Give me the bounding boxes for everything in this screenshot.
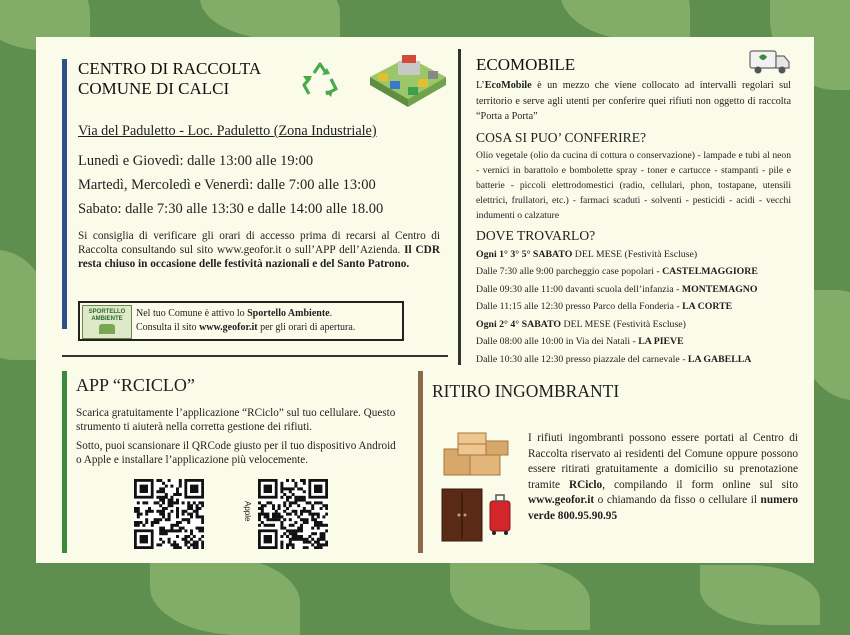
schedule-time: Dalle 09:30 alle 11:00 davanti scuola dell’infanzia - <box>476 283 682 295</box>
schedule-row <box>476 351 791 369</box>
ritiro-text-part: o chiamando da fisso o cellulare il <box>594 494 761 507</box>
ritiro-title: RITIRO INGOMBRANTI <box>432 381 620 401</box>
cdr-advice <box>78 229 440 271</box>
hours-days: Martedì, Mercoledì e Venerdì: <box>78 177 254 193</box>
cdr-advice-text: Si consiglia di verificare gli orari di accesso prima di recarsi al Centro di Raccolta consultando sul sito www.geofor.it o sull’APP dell’Azienda. <box>78 230 440 256</box>
sportello-badge-line2: AMBIENTE <box>91 316 123 322</box>
schedule-row <box>476 333 791 351</box>
app-title: APP “RCICLO” <box>76 375 195 395</box>
app-paragraph-1: Scarica gratuitamente l’applicazione “RCiclo” sul tuo cellulare. Questo strumento ti aiuterà nella corretta gestione dei rifiuti. <box>76 407 396 433</box>
sportello-person-icon <box>99 324 115 334</box>
schedule-group-note: DEL MESE (Festività Escluse) <box>561 318 686 330</box>
app-paragraph-2: Sotto, puoi scansionare il QRCode giusto per il tuo dispositivo Android o Apple e installare l’applicazione più velocemente. <box>76 440 396 466</box>
ecomobile-title: ECOMOBILE <box>476 55 576 74</box>
recycle-icon <box>300 61 340 106</box>
cdr-title-line1: CENTRO DI RACCOLTA <box>78 59 262 78</box>
schedule-group-days: Ogni 1° 3° 5° SABATO <box>476 248 573 260</box>
schedule-place: MONTEMAGNO <box>681 283 758 295</box>
leaf-decoration <box>560 0 690 40</box>
section-accent-bar <box>418 371 423 553</box>
horizontal-divider <box>62 355 448 357</box>
boxes-illustration <box>440 427 516 484</box>
apple-label-wrapper <box>240 501 254 541</box>
ecomobile-intro-text: è un mezzo che viene collocato ad intervalli regolari sul territorio e serve agli utenti per conferire quei rifiuti non oggetto di raccolta “Porta a Porta” <box>476 80 791 122</box>
sportello-badge <box>82 305 132 339</box>
schedule-row <box>476 281 791 299</box>
ritiro-section <box>432 381 802 402</box>
schedule-list <box>476 246 791 369</box>
flyer-card <box>36 37 814 563</box>
sportello-text-part: . <box>329 308 333 319</box>
ritiro-text-part: I rifiuti ingombranti possono essere portati al Centro di Raccolta riservato ai residenti del Comune oppure possono essere ritirati gratuitamente a domicilio su prenotazione tramite <box>528 432 798 491</box>
hours-row <box>78 173 450 197</box>
schedule-group-note: DEL MESE (Festività Escluse) <box>572 248 698 260</box>
qr-code-android[interactable] <box>134 479 204 549</box>
hours-times: dalle 13:00 alle 19:00 <box>183 153 314 169</box>
collection-center-illustration <box>368 51 448 124</box>
apple-label: Apple <box>243 501 252 522</box>
sportello-text-part: Nel tuo Comune è attivo lo <box>136 308 248 319</box>
cdr-closed-notice: Il CDR resta chiuso in occasione delle festività nazionali e del Santo Patrono. <box>78 244 440 270</box>
sportello-text-part: Consulta il sito <box>136 322 200 333</box>
app-section <box>76 375 402 467</box>
ecomobile-name: EcoMobile <box>484 80 532 91</box>
ritiro-text-part: , compilando il form online sul sito <box>602 478 798 491</box>
schedule-place: CASTELMAGGIORE <box>662 266 758 278</box>
section-accent-bar <box>62 371 67 553</box>
section-accent-bar <box>62 59 67 329</box>
leaf-decoration <box>200 0 340 40</box>
cdr-section <box>78 59 450 333</box>
schedule-row <box>476 298 791 316</box>
qr-code-apple[interactable] <box>258 479 328 549</box>
schedule-place: LA GABELLA <box>687 353 752 365</box>
ecomobile-intro <box>476 78 791 125</box>
where-title: DOVE TROVARLO? <box>476 227 596 243</box>
ecomobile-section <box>476 55 791 368</box>
schedule-time: Dalle 10:30 alle 12:30 presso piazzale del carnevale - <box>476 353 688 365</box>
schedule-time: Dalle 08:00 alle 10:00 in Via dei Natali - <box>476 336 639 348</box>
cdr-title-line2: COMUNE DI CALCI <box>78 79 230 98</box>
schedule-group-header <box>476 246 791 264</box>
leaf-decoration <box>700 565 820 625</box>
schedule-place: LA PIEVE <box>638 336 684 348</box>
sportello-site-link[interactable]: www.geofor.it <box>199 322 258 333</box>
sportello-text-part: per gli orari di apertura. <box>257 322 356 333</box>
schedule-group-days: Ogni 2° 4° SABATO <box>476 318 562 330</box>
schedule-time: Dalle 7:30 alle 9:00 parcheggio case popolari - <box>476 266 663 278</box>
hours-days: Lunedì e Giovedì: <box>78 153 184 169</box>
hours-row <box>78 149 450 173</box>
wardrobe-illustration <box>440 485 520 548</box>
vertical-divider <box>458 49 461 365</box>
leaf-decoration <box>450 560 590 630</box>
what-list: Olio vegetale (olio da cucina di cottura o conservazione) - lampade e tubi al neon - vernici in barattolo e bombolette spray - toner e cartucce - stampanti - pile e batterie - piccoli elettrodomestici (radio, cellulari, phon, tostapane, utensili elettrici, frullatori, etc.) - farmaci scaduti - solventi - pesticidi - acidi - vecchi indumenti o calzature <box>476 149 791 222</box>
schedule-group-header <box>476 316 791 334</box>
ritiro-text <box>528 431 798 525</box>
hours-days: Sabato: <box>78 201 122 217</box>
ecomobile-intro-text: L’ <box>476 80 485 91</box>
cdr-hours <box>78 149 450 221</box>
hours-times: dalle 7:30 alle 13:30 e dalle 14:00 alle 18.00 <box>121 201 384 217</box>
sportello-text <box>136 307 355 335</box>
sportello-box <box>78 301 404 341</box>
hours-times: dalle 7:00 alle 13:00 <box>253 177 376 193</box>
what-title: COSA SI PUO’ CONFERIRE? <box>476 129 647 145</box>
rciclo-app-name: RCiclo <box>568 478 603 491</box>
schedule-time: Dalle 11:15 alle 12:30 presso Parco della Fonderia - <box>476 301 683 313</box>
geofor-site-link[interactable]: www.geofor.it <box>528 494 595 507</box>
cdr-address: Via del Paduletto - Loc. Paduletto (Zona Industriale) <box>78 123 377 139</box>
sportello-badge-line1: SPORTELLO <box>88 309 126 315</box>
schedule-row <box>476 263 791 281</box>
truck-icon <box>748 49 792 80</box>
hours-row <box>78 197 450 221</box>
schedule-place: LA CORTE <box>682 301 733 313</box>
leaf-decoration <box>150 555 300 635</box>
toll-free-number[interactable]: numero verde 800.95.90.95 <box>528 494 798 522</box>
sportello-name: Sportello Ambiente <box>247 308 330 319</box>
